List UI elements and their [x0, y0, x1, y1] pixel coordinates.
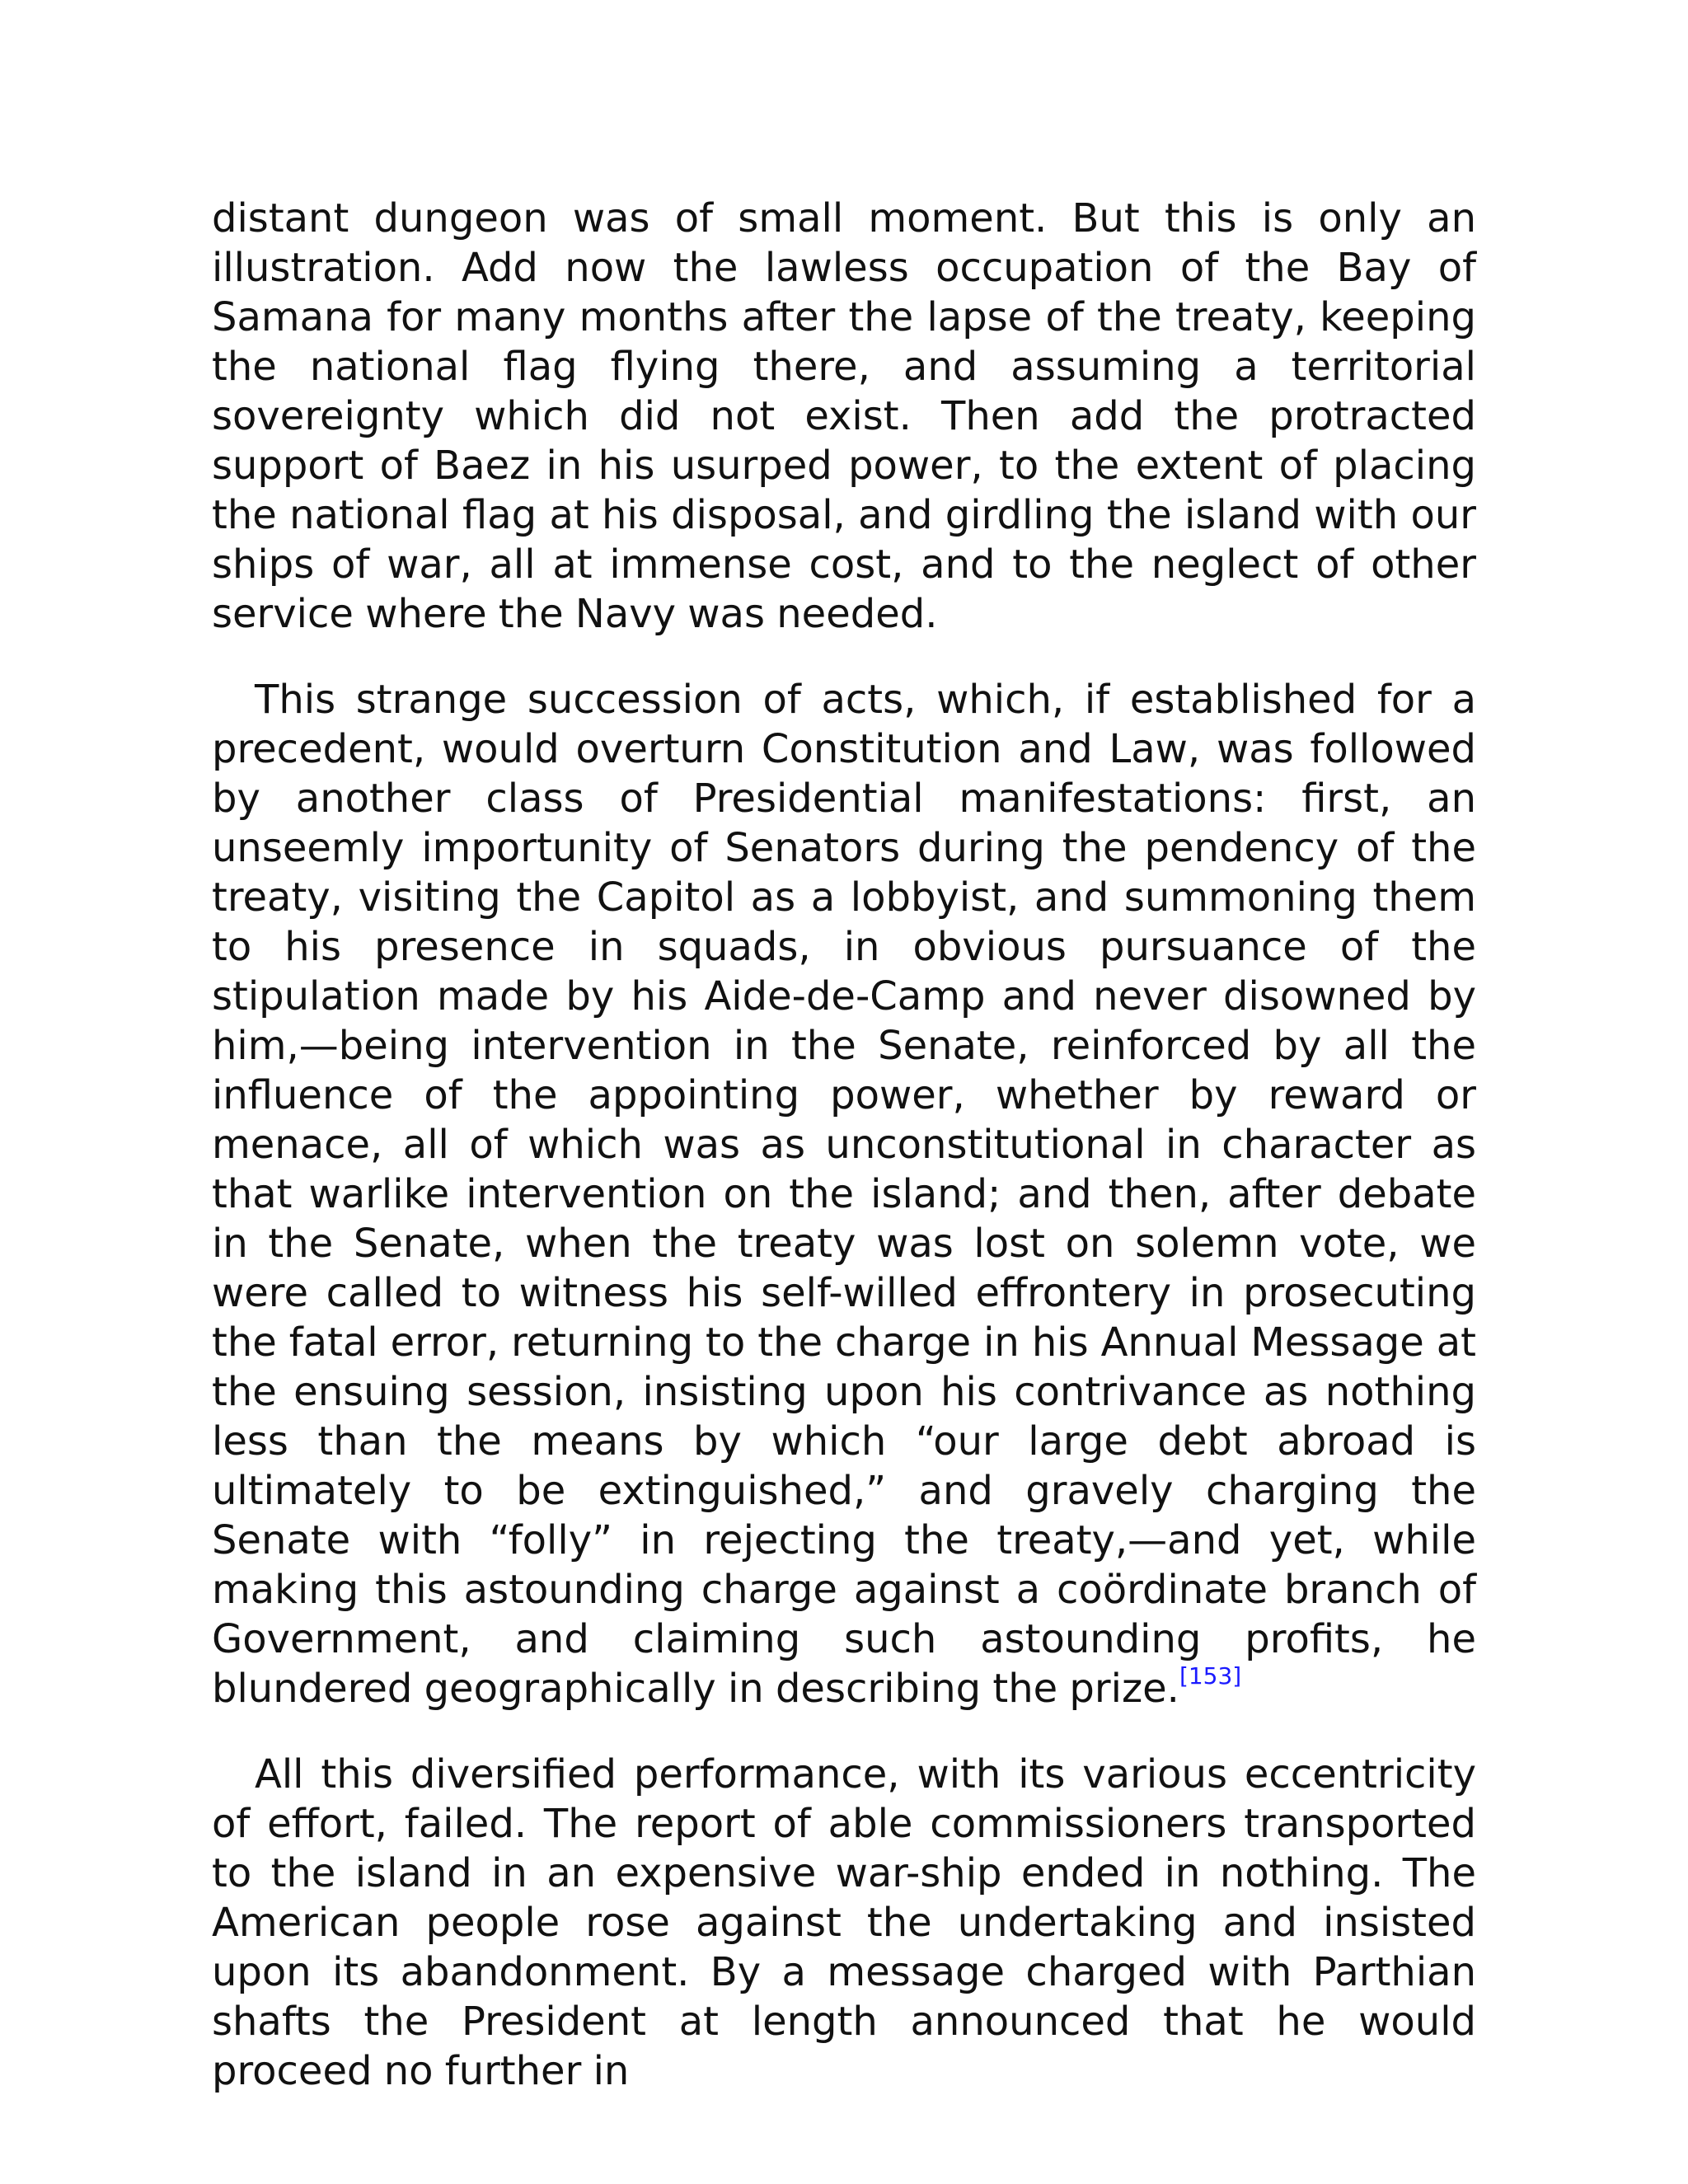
page-body: [212, 194, 1476, 2132]
paragraph-3: [212, 1750, 1476, 2096]
paragraph-1-text: distant dungeon was of small moment. But this is only an illustration. Add now the lawless occupation of the Bay of Samana for many months after the lapse of the treaty, keeping the national flag flying there, and assuming a territorial sovereignty which did not exist. Then add the protracted support of Baez in his usurped power, to the extent of placing the national flag at his disposal, and girdling the island with our ships of war, all at immense cost, and to the neglect of other service where the Navy was needed.: [212, 195, 1476, 637]
paragraph-2-text: This strange succession of acts, which, if established for a precedent, would overturn Constitution and Law, was followed by another class of Presidential manifestations: first, an unseemly importunity of Senators during the pendency of the treaty, visiting the Capitol as a lobbyist, and summoning them to his presence in squads, in obvious pursuance of the stipulation made by his Aide-de-Camp and never disowned by him,—being intervention in the Senate, reinforced by all the influence of the appointing power, whether by reward or menace, all of which was as unconstitutional in character as that warlike intervention on the island; and then, after debate in the Senate, when the treaty was lost on solemn vote, we were called to witness his self-willed effrontery in prosecuting the fatal error, returning to the charge in his Annual Message at the ensuing session, insisting upon his contrivance as nothing less than the means by which “our large debt abroad is ultimately to be extinguished,” and gravely charging the Senate with “folly” in rejecting the treaty,—and yet, while making this astounding charge against a coördinate branch of Government, and claiming such astounding profits, he blundered geographically in describing the prize.: [212, 677, 1476, 1712]
footnote-link[interactable]: [153]: [1179, 1662, 1242, 1690]
paragraph-2: [212, 675, 1476, 1713]
paragraph-3-text: All this diversified performance, with its various eccentricity of effort, failed. The report of able commissioners transported to the island in an expensive war-ship ended in nothing. The American people rose against the undertaking and insisted upon its abandonment. By a message charged with Parthian shafts the President at length announced that he would proceed no further in: [212, 1751, 1476, 2094]
paragraph-1: [212, 194, 1476, 639]
